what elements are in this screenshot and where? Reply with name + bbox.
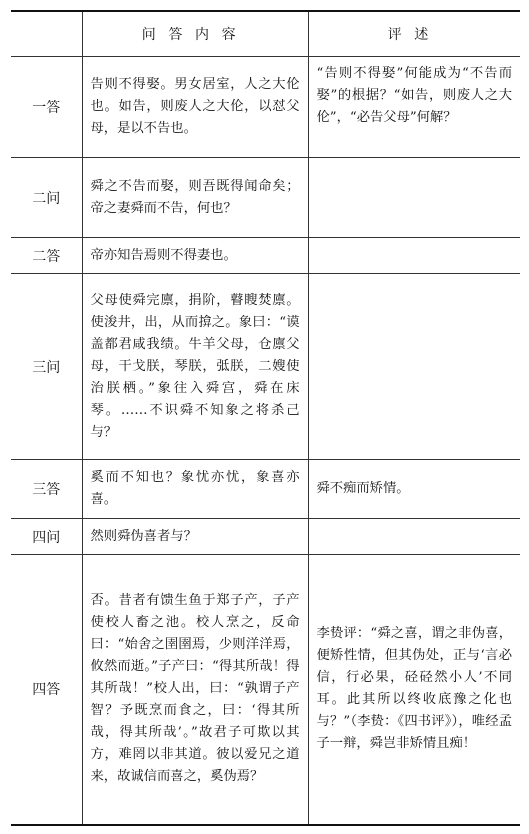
header-content-cell: 问答内容 bbox=[82, 11, 308, 57]
comment bbox=[308, 519, 520, 555]
row-label: 三问 bbox=[11, 274, 82, 460]
qa-table bbox=[11, 10, 520, 826]
row-label: 四答 bbox=[11, 555, 82, 825]
row-label: 一答 bbox=[11, 57, 82, 158]
qa-content: 帝亦知告焉则不得妻也。 bbox=[82, 238, 308, 274]
qa-content: 告则不得娶。男女居室，人之大伦也。如告，则废人之大伦，以怼父母，是以不告也。 bbox=[82, 57, 308, 158]
qa-content: 舜之不告而娶，则吾既得闻命矣；帝之妻舜而不告，何也？ bbox=[82, 158, 308, 238]
table-row bbox=[11, 460, 520, 519]
table-row bbox=[11, 238, 520, 274]
qa-content: 奚而不知也？象忧亦忧，象喜亦喜。 bbox=[82, 460, 308, 519]
comment: 李贽评：“舜之喜，谓之非伪喜，便矫性情，但其伪处，正与‘言必信，行必果，硁硁然小人’不同耳。此其所以终收底豫之化也与？”（李贽：《四书评》），唯经孟子一辩，舜岂非矫情且痴！ bbox=[308, 555, 520, 825]
qa-content: 父母使舜完廪，捐阶，瞽瞍焚廪。使浚井，出，从而揜之。象曰：“谟盖都君咸我绩。牛羊父母，仓廪父母，干戈朕，琴朕，弤朕，二嫂使治朕栖。”象往入舜宫，舜在床琴。……不识舜不知象之将杀己与？ bbox=[82, 274, 308, 460]
table-row bbox=[11, 555, 520, 825]
row-label: 二问 bbox=[11, 158, 82, 238]
comment: 舜不痴而矫情。 bbox=[308, 460, 520, 519]
table-row bbox=[11, 158, 520, 238]
header-comment-cell: 评述 bbox=[308, 11, 520, 57]
table-row bbox=[11, 57, 520, 158]
table-row bbox=[11, 274, 520, 460]
comment: “告则不得娶”何能成为“不告而娶”的根据？“如告，则废人之大伦”，“必告父母”何解？ bbox=[308, 57, 520, 158]
qa-content: 否。昔者有馈生鱼于郑子产，子产使校人畜之池。校人烹之，反命曰：“始舍之圉圉焉，少则洋洋焉，攸然而逝。”子产曰：“得其所哉！得其所哉！”校人出，曰：“孰谓子产智？予既烹而食之，曰：‘得其所哉，得其所哉’。”故君子可欺以其方，难罔以非其道。彼以爱兄之道来，故诚信而喜之，奚伪焉？ bbox=[82, 555, 308, 825]
comment bbox=[308, 274, 520, 460]
header-row bbox=[11, 11, 520, 57]
row-label: 二答 bbox=[11, 238, 82, 274]
comment bbox=[308, 238, 520, 274]
comment bbox=[308, 158, 520, 238]
qa-content: 然则舜伪喜者与？ bbox=[82, 519, 308, 555]
row-label: 四问 bbox=[11, 519, 82, 555]
row-label: 三答 bbox=[11, 460, 82, 519]
header-label-cell bbox=[11, 11, 82, 57]
table-row bbox=[11, 519, 520, 555]
